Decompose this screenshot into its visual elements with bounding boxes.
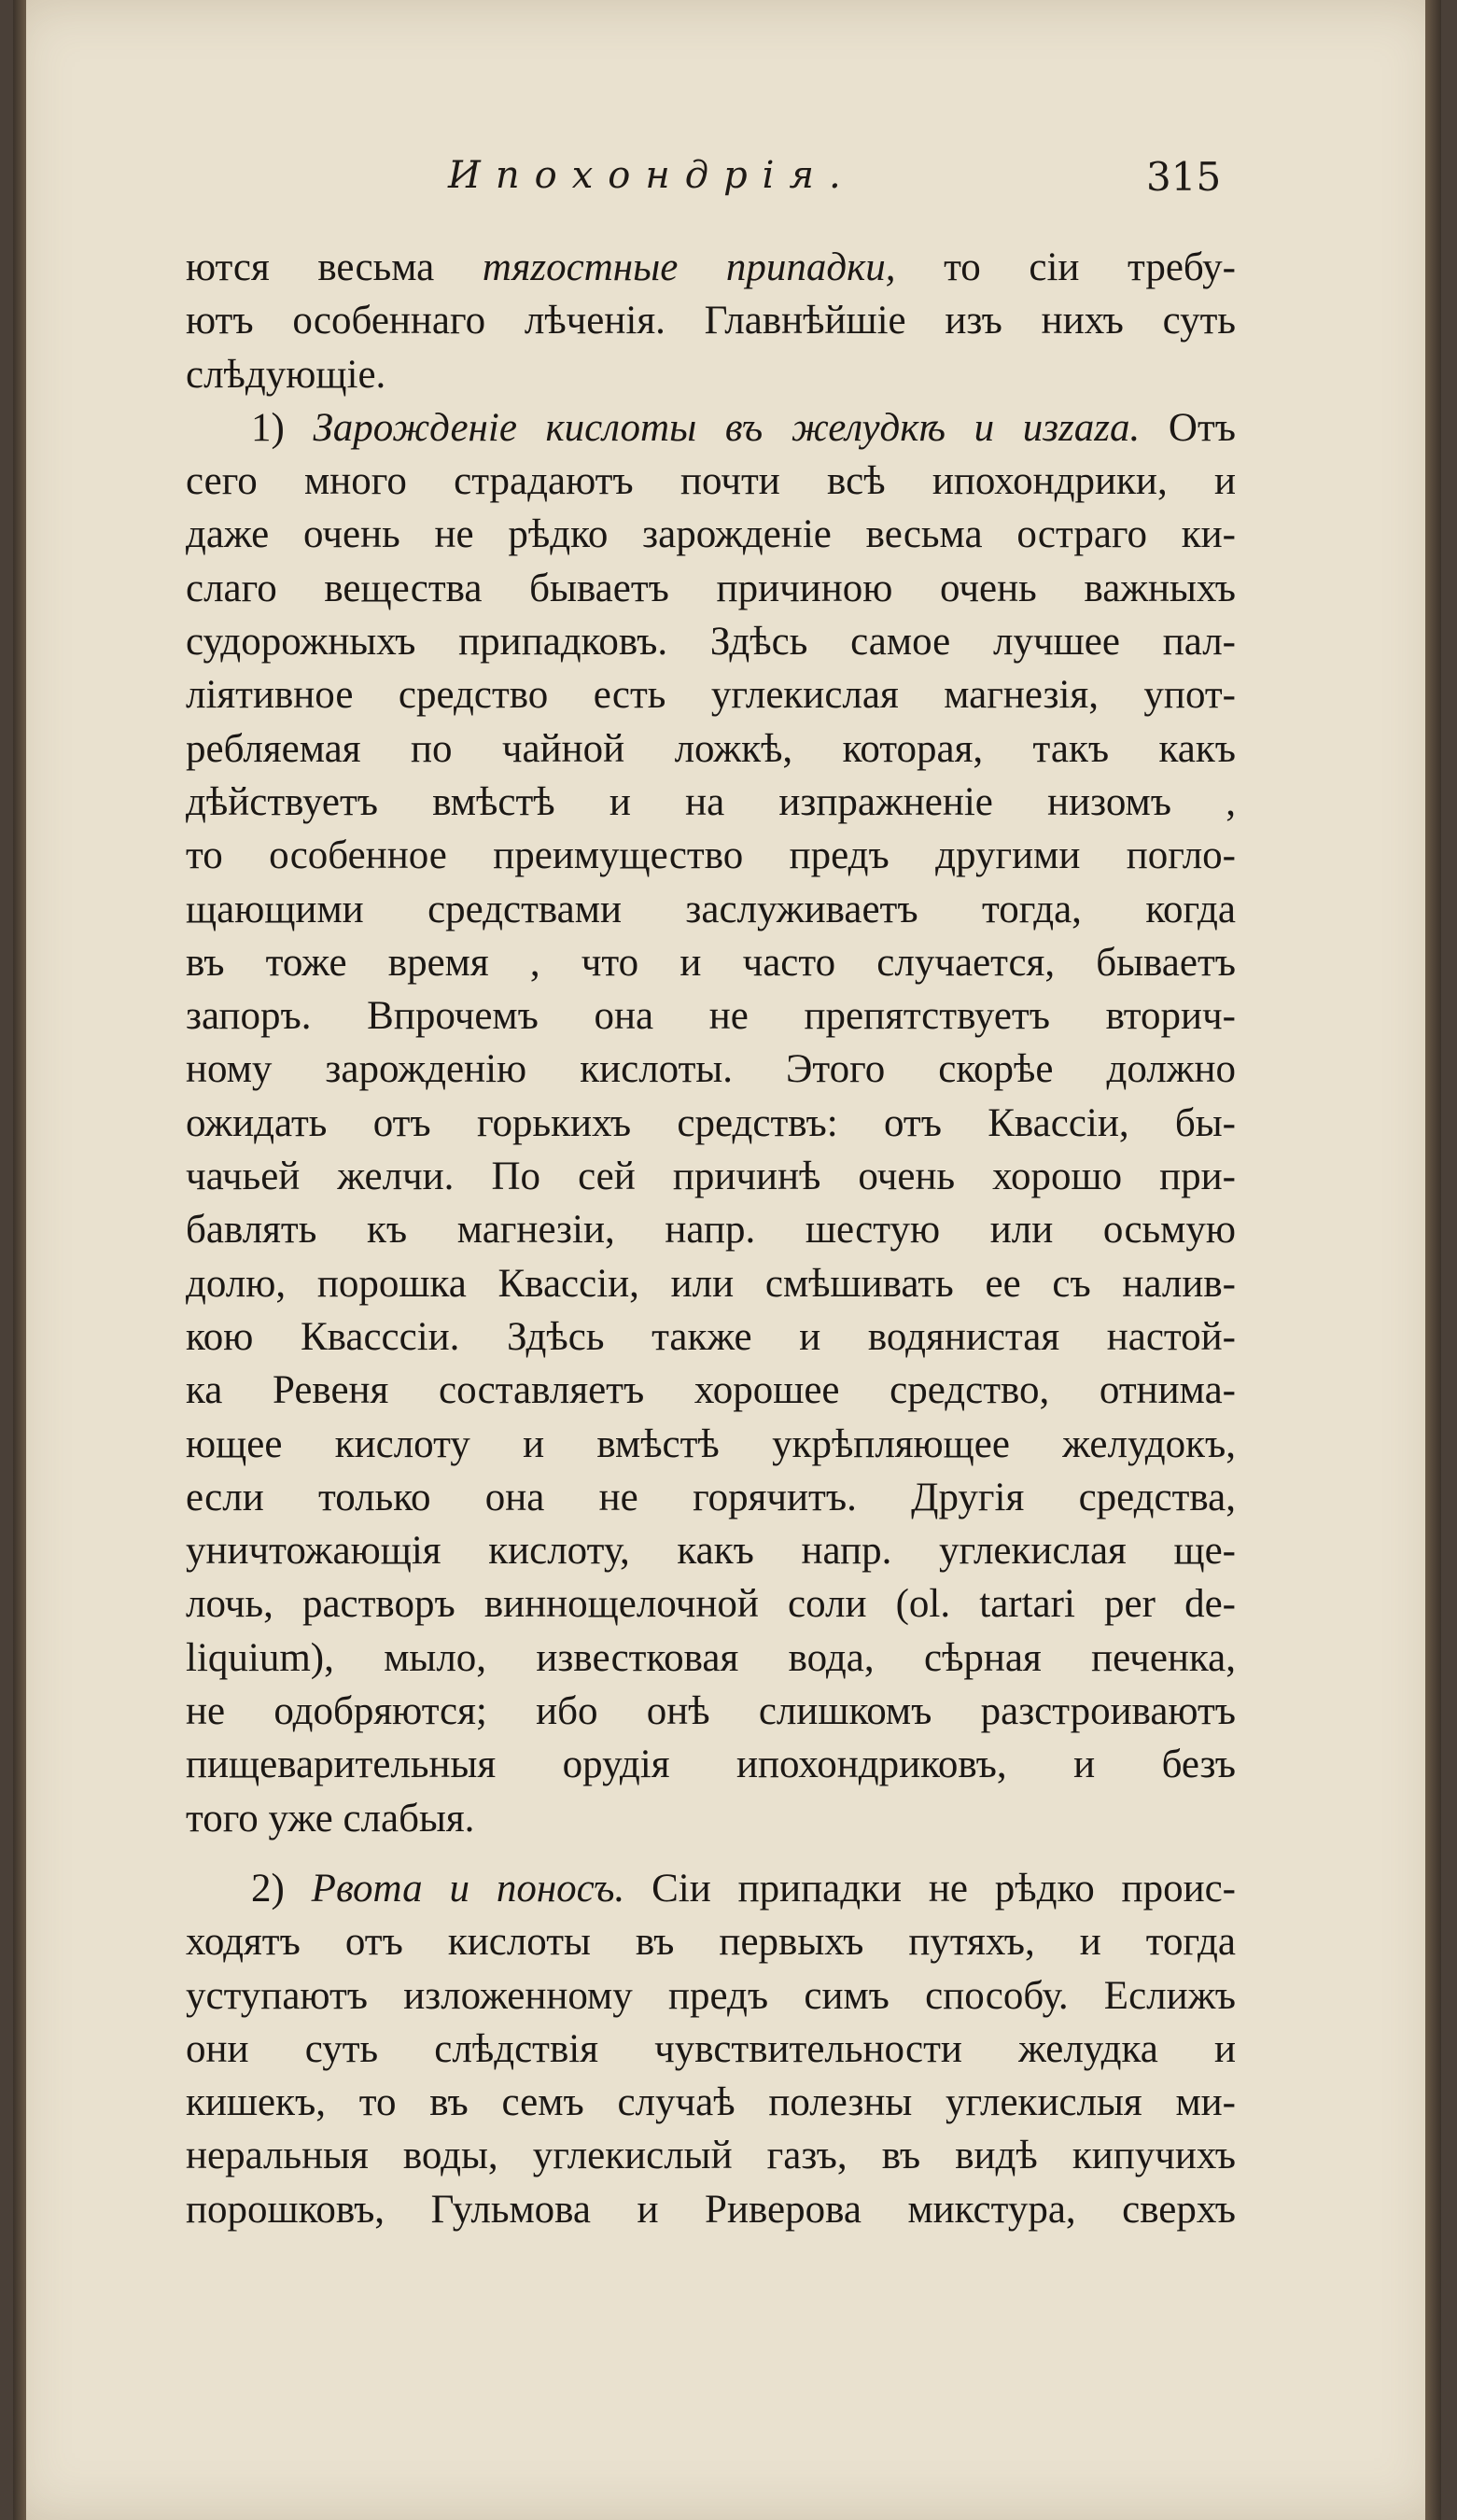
text-line [186,1915,1236,1968]
text-line [186,1685,1236,1738]
text-run: Сіи припадки не рѣдко проис- [624,1866,1236,1911]
text-run: если только она не горячитъ. Другія средства, [186,1475,1236,1519]
text-run: бавлять къ магнезіи, напр. шестую или осьмую [186,1208,1236,1253]
text-run: лочь, растворъ виннощелочной соли (ol. tartari per de- [186,1582,1236,1627]
text-run: неральныя воды, углекислый газъ, въ видѣ кипучихъ [186,2134,1236,2178]
text-line [186,455,1236,508]
text-run: въ тоже время , что и часто случается, бываетъ [186,940,1236,985]
text-run: долю, порошка Квассіи, или смѣшивать ее съ налив- [186,1261,1236,1306]
text-line [186,1969,1236,2023]
text-line [186,1577,1236,1631]
text-line [186,241,1236,294]
text-run: кою Квасссіи. Здѣсь также и водянистая настой- [186,1314,1236,1359]
text-line [186,2183,1236,2236]
page-left-edge [13,0,26,2520]
book-page [13,0,1441,2520]
text-line [186,562,1236,615]
text-run: сего много страдаютъ почти всѣ ипохондрики, и [186,459,1236,504]
text-line [186,1524,1236,1577]
text-line [186,508,1236,561]
italic-phrase: тяzостные припадки, [482,245,896,289]
text-run: ному зарожденію кислоты. Этого скорѣе должно [186,1047,1236,1092]
text-line [186,2023,1236,2076]
text-line [186,668,1236,721]
text-run: ются весьма [186,245,483,289]
text-line [186,1418,1236,1471]
text-line [186,615,1236,668]
text-line [186,829,1236,882]
text-line [186,883,1236,936]
text-line [186,2129,1236,2182]
text-run: ребляемая по чайной ложкѣ, которая, такъ какъ [186,726,1236,771]
text-line [186,1310,1236,1364]
text-run: не одобряются; ибо онѣ слишкомъ разстроиваютъ [186,1689,1236,1734]
italic-phrase: Зарожденіе кислоты въ желудкѣ и изzаzа. [313,405,1141,450]
text-run: щающими средствами заслуживаетъ тогда, когда [186,887,1236,931]
text-line [186,2076,1236,2129]
text-run: чачьей желчи. По сей причинѣ очень хорошо при- [186,1155,1236,1199]
text-run: 2) [251,1866,312,1911]
text-run: ющее кислоту и вмѣстѣ укрѣпляющее желудокъ, [186,1421,1236,1466]
running-head: Ипохондрія. [448,154,856,197]
text-line [186,1862,1236,1915]
text-line [186,1257,1236,1310]
page-right-edge [1425,0,1441,2520]
text-line [186,401,1236,455]
text-line [186,1097,1236,1150]
text-line [186,989,1236,1043]
text-run: то особенное преимущество предъ другими погло- [186,833,1236,878]
text-line [186,1792,1236,1845]
text-line [186,348,1236,401]
text-run: запоръ. Впрочемъ она не препятствуетъ вторич- [186,994,1236,1039]
text-run: судорожныхъ припадковъ. Здѣсь самое лучшее пал- [186,620,1236,665]
text-line [186,1364,1236,1417]
text-line [186,1471,1236,1524]
text-line [186,1738,1236,1791]
text-run: уничтожающія кислоту, какъ напр. углекислая ще- [186,1529,1236,1574]
text-line [186,936,1236,989]
text-line [186,776,1236,829]
text-run: слаго вещества бываетъ причиною очень важныхъ [186,566,1236,610]
text-run: пищеварительныя орудія ипохондриковъ, и безъ [186,1743,1236,1787]
text-line [186,1631,1236,1685]
text-run: ка Ревеня составляетъ хорошее средство, отнима- [186,1368,1236,1413]
text-run: порошковъ, Гульмова и Риверова микстура, сверхъ [186,2187,1236,2232]
italic-phrase: Рвота и поносъ. [311,1866,625,1911]
text-run: Отъ [1140,405,1236,450]
page-number: 315 [1146,154,1222,200]
text-line [186,1150,1236,1203]
text-run: того уже слабыя. [186,1796,475,1841]
text-run: дѣйствуетъ вмѣстѣ и на изпражненіе низомъ , [186,779,1236,824]
text-run: ожидать отъ горькихъ средствъ: отъ Квассіи, бы- [186,1100,1236,1145]
text-run: кишекъ, то въ семъ случаѣ полезны углекислыя ми- [186,2080,1236,2125]
text-run: ходятъ отъ кислоты въ первыхъ путяхъ, и тогда [186,1920,1236,1965]
text-run: ліятивное средство есть углекислая магнезія, упот- [186,673,1236,718]
text-run: слѣдующіе. [186,352,386,397]
text-run: liquium), мыло, известковая вода, сѣрная печенка, [186,1635,1236,1680]
text-run: они суть слѣдствія чувствительности желудка и [186,2026,1236,2071]
text-run: даже очень не рѣдко зарожденіе весьма остраго ки- [186,512,1236,557]
page-header [13,154,1441,210]
text-line [186,294,1236,347]
text-line [186,1043,1236,1096]
text-run: 1) [251,405,314,450]
text-run: уступаютъ изложенному предъ симъ способу. Еслижъ [186,1973,1236,2018]
body-text [186,241,1236,2236]
text-line [186,1203,1236,1256]
text-line [186,722,1236,776]
text-run: то сіи требу- [895,245,1236,289]
text-run: ютъ особеннаго лѣченія. Главнѣйшіе изъ нихъ суть [186,299,1236,343]
